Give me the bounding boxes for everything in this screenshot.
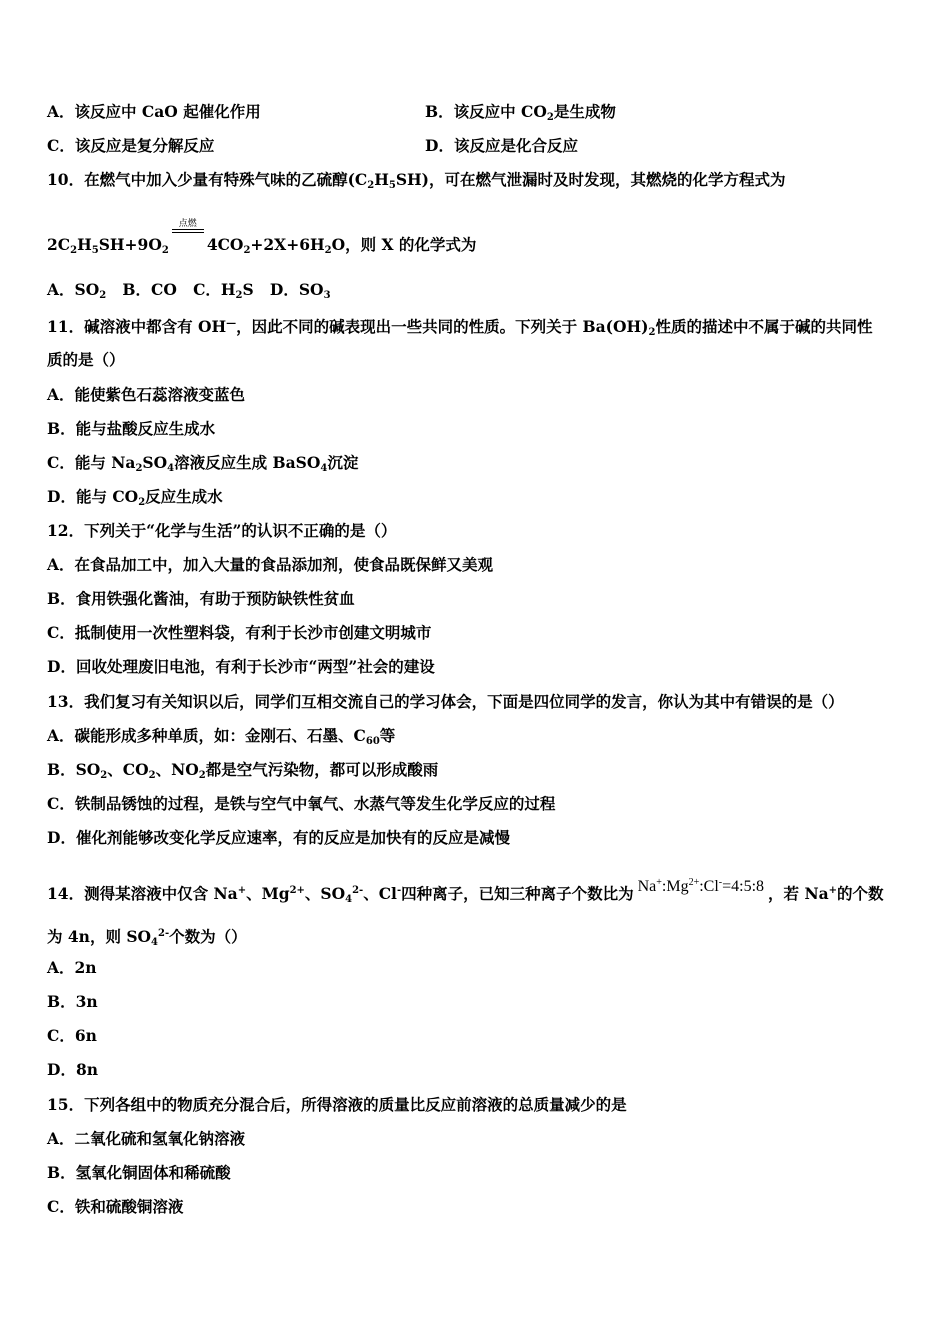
q10-options [47,280,331,306]
q9-options-row2 [47,136,578,156]
q12-option-a: A．在食品加工中，加入大量的食品添加剂，使食品既保鲜又美观 [47,555,494,574]
q13-option-b: B．$SO_2$、$CO_2$、$NO_2$都是空气污染物，都可以形成酸雨 [47,760,439,781]
q14-stem-line2: 为 4n，则 $SO_4^{2-}$个数为（） [47,927,247,948]
q15-option-a: A．二氧化硫和氢氧化钠溶液 [47,1129,246,1148]
q11-stem: 11．碱溶液中都含有 OH—，因此不同的碱表现出一些共同的性质。下列关于 $Ba(OH)_2$性质的描述中不属于碱的共同性 [47,317,873,338]
q9-option-d: D．该反应是化合反应 [425,136,578,155]
q14-option-c: C．6n [47,1026,97,1045]
condition-label: 点燃 [178,219,197,229]
q10-option-d: D．$SO_3$ [269,280,331,301]
q13-option-d: D．催化剂能够改变化学反应速率，有的反应是加快有的反应是减慢 [47,828,510,847]
q11-option-c: C．能与 $Na_2SO_4$溶液反应生成 BaSO$_4$沉淀 [47,453,359,474]
q13-option-c: C．铁制品锈蚀的过程，是铁与空气中氧气、水蒸气等发生化学反应的过程 [47,794,556,813]
q11-option-d: D．能与 $CO_2$反应生成水 [47,487,223,508]
q14-option-d: D．8n [47,1060,98,1079]
q9-option-c: C．该反应是复分解反应 [47,136,215,155]
q11-option-a: A．能使紫色石蕊溶液变蓝色 [47,385,246,404]
q13-option-a: A．碳能形成多种单质，如：金刚石、石墨、$C_{60}$等 [47,726,396,747]
q11-option-b: B．能与盐酸反应生成水 [47,419,216,438]
q10-option-a: A．$SO_2$ [47,280,107,301]
q10-option-b: B．CO [122,280,177,299]
q12-option-d: D．回收处理废旧电池，有利于长沙市“两型”社会的建设 [47,657,435,676]
q14-option-b: B．3n [47,992,98,1011]
q10-option-c: C．$H_2S$ [193,280,254,301]
q9-option-a: A．该反应中 CaO 起催化作用 [47,102,261,121]
q11-stem-line2: 质的是（） [47,350,125,369]
q12-stem: 12．下列关于“化学与生活”的认识不正确的是（） [47,521,397,540]
q10-equation: $2C_2H_5SH+9O_2$ 点燃 $4CO_2+2X+6H_2O$，则 X 的化学式为 [47,232,476,261]
q10-stem: 10．在燃气中加入少量有特殊气味的乙硫醇$(C_2H_5SH)$，可在燃气泄漏时及时发现，其燃烧的化学方程式为 [47,170,786,191]
q15-option-b: B．氢氧化铜固体和稀硫酸 [47,1163,231,1182]
ion-ratio-expression: $Na^+:Mg^{2+}:Cl^-=4:5:8$ [637,877,765,895]
q9-options-row1 [47,102,616,123]
q9-option-b: B．该反应中 $CO_2$是生成物 [425,102,616,123]
q13-stem: 13．我们复习有关知识以后，同学们互相交流自己的学习体会，下面是四位同学的发言，你认为其中有错误的是（） [47,692,844,711]
q14-stem: 14．测得某溶液中仅含 Na+、$Mg^{2+}$、$SO_4^{2-}$、Cl-四种离子，已知三种离子个数比为 $Na^+:Mg^{2+}:Cl^-=4:5:8$ ，若 Na+的个数 [47,877,884,905]
q15-stem: 15．下列各组中的物质充分混合后，所得溶液的质量比反应前溶液的总质量减少的是 [47,1095,627,1114]
q15-option-c: C．铁和硫酸铜溶液 [47,1197,184,1216]
q14-option-a: A．2n [47,958,97,977]
q12-option-b: B．食用铁强化酱油，有助于预防缺铁性贫血 [47,589,355,608]
reaction-condition-arrow [171,219,205,252]
q12-option-c: C．抵制使用一次性塑料袋，有利于长沙市创建文明城市 [47,623,432,642]
